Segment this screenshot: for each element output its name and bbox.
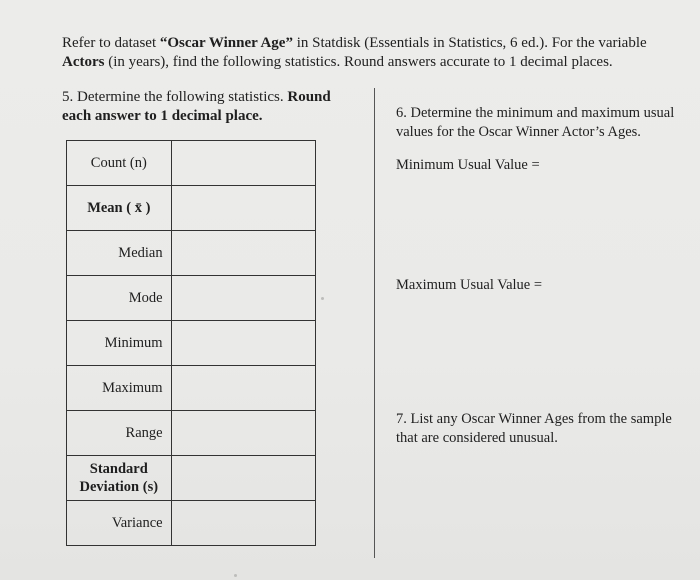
row-label-mean: Mean ( x̄ ) bbox=[67, 186, 172, 231]
paper-speck bbox=[234, 574, 237, 577]
row-label-variance: Variance bbox=[67, 501, 172, 546]
answer-cell-maximum[interactable] bbox=[171, 366, 315, 411]
intro-text-1: Refer to dataset bbox=[62, 35, 160, 51]
variable-name: Actors bbox=[62, 54, 105, 70]
question-5-text: 5. Determine the following statistics. bbox=[62, 89, 288, 105]
intro-paragraph bbox=[62, 34, 662, 72]
maximum-usual-value-label: Maximum Usual Value = bbox=[396, 277, 543, 293]
statistics-table bbox=[66, 140, 316, 546]
answer-cell-median[interactable] bbox=[171, 231, 315, 276]
question-5-instruction: Round each answer to 1 decimal place. bbox=[62, 89, 331, 124]
table-row bbox=[67, 456, 316, 501]
minimum-usual-value-label: Minimum Usual Value = bbox=[396, 157, 540, 173]
answer-cell-count[interactable] bbox=[171, 141, 315, 186]
row-label-minimum: Minimum bbox=[67, 321, 172, 366]
column-divider bbox=[374, 88, 375, 558]
answer-cell-range[interactable] bbox=[171, 411, 315, 456]
table-row bbox=[67, 231, 316, 276]
dataset-name: “Oscar Winner Age” bbox=[159, 35, 293, 51]
answer-cell-variance[interactable] bbox=[171, 501, 315, 546]
table-row bbox=[67, 186, 316, 231]
row-label-mode: Mode bbox=[67, 276, 172, 321]
answer-cell-minimum[interactable] bbox=[171, 321, 315, 366]
table-row bbox=[67, 141, 316, 186]
row-label-maximum: Maximum bbox=[67, 366, 172, 411]
answer-cell-mode[interactable] bbox=[171, 276, 315, 321]
table-row bbox=[67, 321, 316, 366]
answer-cell-std-dev[interactable] bbox=[171, 456, 315, 501]
row-label-count: Count (n) bbox=[67, 141, 172, 186]
row-label-range: Range bbox=[67, 411, 172, 456]
question-6: 6. Determine the minimum and maximum usual values for the Oscar Winner Actor’s Ages. bbox=[396, 105, 675, 140]
row-label-std-dev: Standard Deviation (s) bbox=[67, 456, 172, 501]
table-row bbox=[67, 276, 316, 321]
table-row bbox=[67, 366, 316, 411]
paper-speck bbox=[321, 297, 324, 300]
intro-text-2: in Statdisk (Essentials in Statistics, 6 ed.). For the variable bbox=[292, 35, 647, 51]
question-5 bbox=[62, 88, 352, 126]
intro-text-3: (in years), find the following statistics. Round answers accurate to 1 decimal places. bbox=[104, 54, 613, 70]
table-row bbox=[67, 501, 316, 546]
row-label-median: Median bbox=[67, 231, 172, 276]
question-7: 7. List any Oscar Winner Ages from the sample that are considered unusual. bbox=[396, 411, 672, 446]
table-row bbox=[67, 411, 316, 456]
answer-cell-mean[interactable] bbox=[171, 186, 315, 231]
